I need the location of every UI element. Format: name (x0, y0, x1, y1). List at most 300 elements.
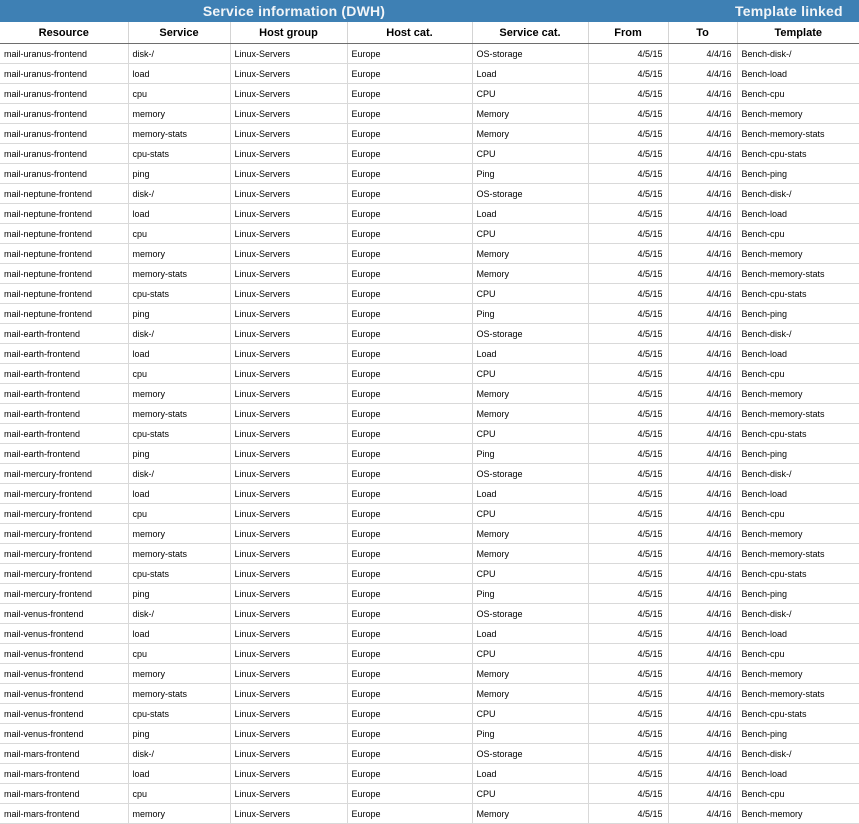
cell-resource: mail-earth-frontend (0, 384, 128, 404)
cell-to: 4/4/16 (668, 404, 737, 424)
cell-resource: mail-mars-frontend (0, 804, 128, 824)
cell-from: 4/5/15 (588, 264, 668, 284)
cell-service: disk-/ (128, 464, 230, 484)
cell-template: Bench-cpu (737, 644, 859, 664)
cell-template: Bench-memory-stats (737, 404, 859, 424)
cell-from: 4/5/15 (588, 484, 668, 504)
cell-from: 4/5/15 (588, 104, 668, 124)
column-header-from: From (588, 22, 668, 44)
cell-from: 4/5/15 (588, 244, 668, 264)
cell-from: 4/5/15 (588, 64, 668, 84)
cell-template: Bench-disk-/ (737, 744, 859, 764)
cell-host_cat: Europe (347, 364, 472, 384)
column-header-template: Template (737, 22, 859, 44)
cell-service_cat: CPU (472, 424, 588, 444)
cell-service: disk-/ (128, 44, 230, 64)
cell-from: 4/5/15 (588, 44, 668, 64)
cell-host_group: Linux-Servers (230, 164, 347, 184)
cell-host_cat: Europe (347, 204, 472, 224)
cell-service_cat: CPU (472, 784, 588, 804)
cell-template: Bench-memory-stats (737, 544, 859, 564)
cell-resource: mail-neptune-frontend (0, 204, 128, 224)
cell-service_cat: OS-storage (472, 604, 588, 624)
cell-service_cat: Memory (472, 124, 588, 144)
cell-to: 4/4/16 (668, 364, 737, 384)
cell-resource: mail-mercury-frontend (0, 524, 128, 544)
table-row (0, 464, 859, 484)
cell-template: Bench-cpu (737, 224, 859, 244)
column-header-to: To (668, 22, 737, 44)
cell-to: 4/4/16 (668, 164, 737, 184)
cell-host_group: Linux-Servers (230, 204, 347, 224)
column-header-host_cat: Host cat. (347, 22, 472, 44)
cell-service: load (128, 344, 230, 364)
cell-template: Bench-ping (737, 444, 859, 464)
cell-host_cat: Europe (347, 564, 472, 584)
cell-service_cat: Load (472, 344, 588, 364)
cell-from: 4/5/15 (588, 124, 668, 144)
cell-service: cpu-stats (128, 564, 230, 584)
cell-resource: mail-mercury-frontend (0, 564, 128, 584)
column-header-service: Service (128, 22, 230, 44)
cell-host_cat: Europe (347, 804, 472, 824)
cell-template: Bench-cpu (737, 84, 859, 104)
table-row (0, 324, 859, 344)
cell-resource: mail-venus-frontend (0, 684, 128, 704)
cell-from: 4/5/15 (588, 464, 668, 484)
cell-service: cpu (128, 84, 230, 104)
cell-template: Bench-load (737, 484, 859, 504)
cell-resource: mail-neptune-frontend (0, 184, 128, 204)
cell-host_group: Linux-Servers (230, 244, 347, 264)
cell-template: Bench-cpu (737, 784, 859, 804)
cell-service_cat: OS-storage (472, 184, 588, 204)
cell-service: cpu (128, 644, 230, 664)
cell-template: Bench-memory-stats (737, 124, 859, 144)
table-row (0, 624, 859, 644)
dwh-service-table (0, 22, 859, 824)
table-row (0, 524, 859, 544)
cell-host_cat: Europe (347, 744, 472, 764)
cell-host_cat: Europe (347, 724, 472, 744)
cell-host_group: Linux-Servers (230, 604, 347, 624)
table-row (0, 364, 859, 384)
cell-service_cat: Memory (472, 664, 588, 684)
cell-service: memory-stats (128, 124, 230, 144)
cell-to: 4/4/16 (668, 544, 737, 564)
cell-host_group: Linux-Servers (230, 744, 347, 764)
cell-host_group: Linux-Servers (230, 124, 347, 144)
table-row (0, 484, 859, 504)
cell-template: Bench-load (737, 764, 859, 784)
cell-to: 4/4/16 (668, 484, 737, 504)
cell-template: Bench-load (737, 204, 859, 224)
cell-service_cat: Memory (472, 544, 588, 564)
cell-service_cat: Memory (472, 684, 588, 704)
cell-from: 4/5/15 (588, 324, 668, 344)
cell-service_cat: CPU (472, 644, 588, 664)
table-row (0, 784, 859, 804)
cell-host_cat: Europe (347, 344, 472, 364)
cell-host_cat: Europe (347, 624, 472, 644)
cell-host_group: Linux-Servers (230, 304, 347, 324)
cell-host_cat: Europe (347, 384, 472, 404)
cell-to: 4/4/16 (668, 804, 737, 824)
cell-host_cat: Europe (347, 264, 472, 284)
cell-to: 4/4/16 (668, 244, 737, 264)
cell-from: 4/5/15 (588, 544, 668, 564)
cell-service_cat: Ping (472, 724, 588, 744)
cell-service: load (128, 64, 230, 84)
cell-from: 4/5/15 (588, 384, 668, 404)
table-row (0, 164, 859, 184)
cell-service: memory (128, 104, 230, 124)
cell-template: Bench-memory-stats (737, 684, 859, 704)
cell-service: cpu-stats (128, 144, 230, 164)
cell-template: Bench-ping (737, 164, 859, 184)
cell-host_group: Linux-Servers (230, 784, 347, 804)
table-row (0, 44, 859, 64)
cell-service: ping (128, 584, 230, 604)
column-header-resource: Resource (0, 22, 128, 44)
table-row (0, 564, 859, 584)
cell-to: 4/4/16 (668, 44, 737, 64)
cell-service: cpu (128, 364, 230, 384)
cell-host_group: Linux-Servers (230, 324, 347, 344)
cell-service_cat: CPU (472, 284, 588, 304)
cell-resource: mail-venus-frontend (0, 704, 128, 724)
cell-to: 4/4/16 (668, 424, 737, 444)
cell-host_cat: Europe (347, 684, 472, 704)
table-row (0, 604, 859, 624)
cell-host_cat: Europe (347, 284, 472, 304)
cell-resource: mail-earth-frontend (0, 324, 128, 344)
cell-service: cpu-stats (128, 284, 230, 304)
cell-template: Bench-memory (737, 524, 859, 544)
cell-to: 4/4/16 (668, 584, 737, 604)
cell-from: 4/5/15 (588, 764, 668, 784)
cell-host_group: Linux-Servers (230, 64, 347, 84)
cell-host_cat: Europe (347, 144, 472, 164)
cell-resource: mail-mars-frontend (0, 764, 128, 784)
table-header-row (0, 22, 859, 44)
cell-host_cat: Europe (347, 704, 472, 724)
cell-host_cat: Europe (347, 304, 472, 324)
table-row (0, 444, 859, 464)
cell-resource: mail-mercury-frontend (0, 484, 128, 504)
table-row (0, 144, 859, 164)
table-row (0, 764, 859, 784)
table-row (0, 264, 859, 284)
cell-service_cat: Memory (472, 804, 588, 824)
cell-host_cat: Europe (347, 664, 472, 684)
cell-host_group: Linux-Servers (230, 504, 347, 524)
cell-resource: mail-mercury-frontend (0, 464, 128, 484)
cell-host_group: Linux-Servers (230, 704, 347, 724)
cell-host_cat: Europe (347, 124, 472, 144)
cell-template: Bench-cpu (737, 504, 859, 524)
cell-service: memory (128, 384, 230, 404)
cell-service: disk-/ (128, 744, 230, 764)
cell-service: memory-stats (128, 544, 230, 564)
cell-template: Bench-load (737, 344, 859, 364)
cell-service: memory-stats (128, 684, 230, 704)
table-row (0, 224, 859, 244)
cell-resource: mail-mars-frontend (0, 744, 128, 764)
cell-host_cat: Europe (347, 504, 472, 524)
cell-service_cat: Ping (472, 304, 588, 324)
cell-host_cat: Europe (347, 604, 472, 624)
cell-from: 4/5/15 (588, 344, 668, 364)
cell-to: 4/4/16 (668, 524, 737, 544)
cell-template: Bench-memory-stats (737, 264, 859, 284)
cell-host_group: Linux-Servers (230, 144, 347, 164)
cell-template: Bench-cpu-stats (737, 144, 859, 164)
cell-host_group: Linux-Servers (230, 564, 347, 584)
table-row (0, 64, 859, 84)
table-row (0, 184, 859, 204)
table-row (0, 584, 859, 604)
cell-from: 4/5/15 (588, 284, 668, 304)
cell-template: Bench-ping (737, 584, 859, 604)
cell-host_cat: Europe (347, 464, 472, 484)
cell-to: 4/4/16 (668, 624, 737, 644)
cell-resource: mail-venus-frontend (0, 664, 128, 684)
cell-from: 4/5/15 (588, 624, 668, 644)
table-row (0, 124, 859, 144)
cell-service: disk-/ (128, 604, 230, 624)
cell-resource: mail-venus-frontend (0, 624, 128, 644)
cell-host_cat: Europe (347, 44, 472, 64)
cell-template: Bench-ping (737, 724, 859, 744)
cell-service_cat: Memory (472, 384, 588, 404)
table-row (0, 104, 859, 124)
cell-host_group: Linux-Servers (230, 104, 347, 124)
cell-host_cat: Europe (347, 644, 472, 664)
cell-service_cat: CPU (472, 364, 588, 384)
cell-template: Bench-disk-/ (737, 604, 859, 624)
cell-resource: mail-uranus-frontend (0, 44, 128, 64)
column-header-service_cat: Service cat. (472, 22, 588, 44)
table-row (0, 704, 859, 724)
cell-host_cat: Europe (347, 84, 472, 104)
cell-template: Bench-memory (737, 804, 859, 824)
cell-to: 4/4/16 (668, 684, 737, 704)
table-row (0, 424, 859, 444)
cell-host_group: Linux-Servers (230, 344, 347, 364)
cell-resource: mail-uranus-frontend (0, 84, 128, 104)
cell-to: 4/4/16 (668, 224, 737, 244)
cell-service_cat: CPU (472, 224, 588, 244)
cell-service: ping (128, 724, 230, 744)
cell-host_cat: Europe (347, 64, 472, 84)
cell-from: 4/5/15 (588, 144, 668, 164)
table-row (0, 804, 859, 824)
cell-resource: mail-mercury-frontend (0, 544, 128, 564)
cell-host_group: Linux-Servers (230, 84, 347, 104)
cell-from: 4/5/15 (588, 364, 668, 384)
cell-from: 4/5/15 (588, 644, 668, 664)
cell-host_cat: Europe (347, 164, 472, 184)
cell-from: 4/5/15 (588, 784, 668, 804)
cell-to: 4/4/16 (668, 564, 737, 584)
cell-resource: mail-earth-frontend (0, 424, 128, 444)
cell-to: 4/4/16 (668, 444, 737, 464)
cell-host_group: Linux-Servers (230, 44, 347, 64)
cell-service_cat: Ping (472, 444, 588, 464)
cell-to: 4/4/16 (668, 784, 737, 804)
cell-service: cpu-stats (128, 704, 230, 724)
cell-template: Bench-memory (737, 244, 859, 264)
cell-resource: mail-mercury-frontend (0, 504, 128, 524)
cell-template: Bench-memory (737, 664, 859, 684)
cell-service_cat: Memory (472, 524, 588, 544)
cell-service: cpu-stats (128, 424, 230, 444)
cell-to: 4/4/16 (668, 84, 737, 104)
table-row (0, 404, 859, 424)
table-row (0, 344, 859, 364)
table-row (0, 384, 859, 404)
cell-service: load (128, 484, 230, 504)
table-row (0, 544, 859, 564)
cell-to: 4/4/16 (668, 64, 737, 84)
cell-resource: mail-neptune-frontend (0, 264, 128, 284)
cell-host_cat: Europe (347, 224, 472, 244)
cell-service_cat: CPU (472, 704, 588, 724)
cell-resource: mail-mars-frontend (0, 784, 128, 804)
cell-host_group: Linux-Servers (230, 524, 347, 544)
cell-resource: mail-uranus-frontend (0, 124, 128, 144)
cell-resource: mail-venus-frontend (0, 604, 128, 624)
table-row (0, 644, 859, 664)
table-row (0, 504, 859, 524)
cell-to: 4/4/16 (668, 304, 737, 324)
table-row (0, 744, 859, 764)
cell-resource: mail-earth-frontend (0, 344, 128, 364)
cell-service_cat: Memory (472, 264, 588, 284)
cell-resource: mail-uranus-frontend (0, 144, 128, 164)
cell-service: load (128, 624, 230, 644)
cell-from: 4/5/15 (588, 524, 668, 544)
cell-host_cat: Europe (347, 444, 472, 464)
cell-to: 4/4/16 (668, 664, 737, 684)
cell-from: 4/5/15 (588, 184, 668, 204)
cell-host_group: Linux-Servers (230, 264, 347, 284)
cell-service: ping (128, 164, 230, 184)
cell-service_cat: Ping (472, 584, 588, 604)
cell-service_cat: OS-storage (472, 324, 588, 344)
cell-to: 4/4/16 (668, 644, 737, 664)
cell-template: Bench-disk-/ (737, 464, 859, 484)
cell-to: 4/4/16 (668, 724, 737, 744)
cell-template: Bench-cpu-stats (737, 284, 859, 304)
table-row (0, 84, 859, 104)
cell-service: disk-/ (128, 184, 230, 204)
cell-service: memory (128, 524, 230, 544)
cell-from: 4/5/15 (588, 804, 668, 824)
cell-template: Bench-load (737, 624, 859, 644)
cell-host_group: Linux-Servers (230, 484, 347, 504)
cell-host_cat: Europe (347, 184, 472, 204)
cell-from: 4/5/15 (588, 684, 668, 704)
cell-to: 4/4/16 (668, 744, 737, 764)
cell-from: 4/5/15 (588, 204, 668, 224)
table-row (0, 204, 859, 224)
cell-to: 4/4/16 (668, 184, 737, 204)
cell-resource: mail-mercury-frontend (0, 584, 128, 604)
table-row (0, 684, 859, 704)
cell-service: ping (128, 304, 230, 324)
cell-service: memory (128, 804, 230, 824)
cell-from: 4/5/15 (588, 664, 668, 684)
cell-host_cat: Europe (347, 584, 472, 604)
cell-host_cat: Europe (347, 424, 472, 444)
cell-resource: mail-venus-frontend (0, 644, 128, 664)
cell-service: memory (128, 664, 230, 684)
cell-host_group: Linux-Servers (230, 724, 347, 744)
cell-from: 4/5/15 (588, 224, 668, 244)
cell-host_group: Linux-Servers (230, 184, 347, 204)
table-row (0, 244, 859, 264)
table-row (0, 664, 859, 684)
cell-host_cat: Europe (347, 544, 472, 564)
cell-template: Bench-cpu (737, 364, 859, 384)
cell-service_cat: CPU (472, 504, 588, 524)
cell-host_group: Linux-Servers (230, 224, 347, 244)
cell-service_cat: Load (472, 484, 588, 504)
cell-host_group: Linux-Servers (230, 404, 347, 424)
cell-template: Bench-memory (737, 104, 859, 124)
cell-to: 4/4/16 (668, 144, 737, 164)
cell-resource: mail-neptune-frontend (0, 304, 128, 324)
cell-from: 4/5/15 (588, 404, 668, 424)
cell-host_cat: Europe (347, 764, 472, 784)
cell-host_cat: Europe (347, 524, 472, 544)
cell-service_cat: Load (472, 204, 588, 224)
cell-host_group: Linux-Servers (230, 764, 347, 784)
cell-service_cat: CPU (472, 564, 588, 584)
cell-from: 4/5/15 (588, 424, 668, 444)
cell-service_cat: Load (472, 764, 588, 784)
cell-service_cat: Ping (472, 164, 588, 184)
cell-host_group: Linux-Servers (230, 364, 347, 384)
cell-service: cpu (128, 224, 230, 244)
cell-to: 4/4/16 (668, 324, 737, 344)
cell-service_cat: Load (472, 624, 588, 644)
cell-to: 4/4/16 (668, 284, 737, 304)
cell-host_group: Linux-Servers (230, 384, 347, 404)
table-row (0, 284, 859, 304)
cell-host_group: Linux-Servers (230, 624, 347, 644)
cell-host_cat: Europe (347, 244, 472, 264)
cell-host_group: Linux-Servers (230, 464, 347, 484)
cell-template: Bench-load (737, 64, 859, 84)
cell-resource: mail-neptune-frontend (0, 284, 128, 304)
cell-template: Bench-disk-/ (737, 44, 859, 64)
cell-from: 4/5/15 (588, 744, 668, 764)
table-row (0, 304, 859, 324)
cell-resource: mail-earth-frontend (0, 404, 128, 424)
cell-service: ping (128, 444, 230, 464)
cell-host_cat: Europe (347, 324, 472, 344)
cell-from: 4/5/15 (588, 584, 668, 604)
cell-resource: mail-earth-frontend (0, 364, 128, 384)
cell-service: load (128, 204, 230, 224)
cell-to: 4/4/16 (668, 264, 737, 284)
cell-to: 4/4/16 (668, 504, 737, 524)
cell-service_cat: OS-storage (472, 44, 588, 64)
section-title-template-linked: Template linked (735, 3, 843, 19)
